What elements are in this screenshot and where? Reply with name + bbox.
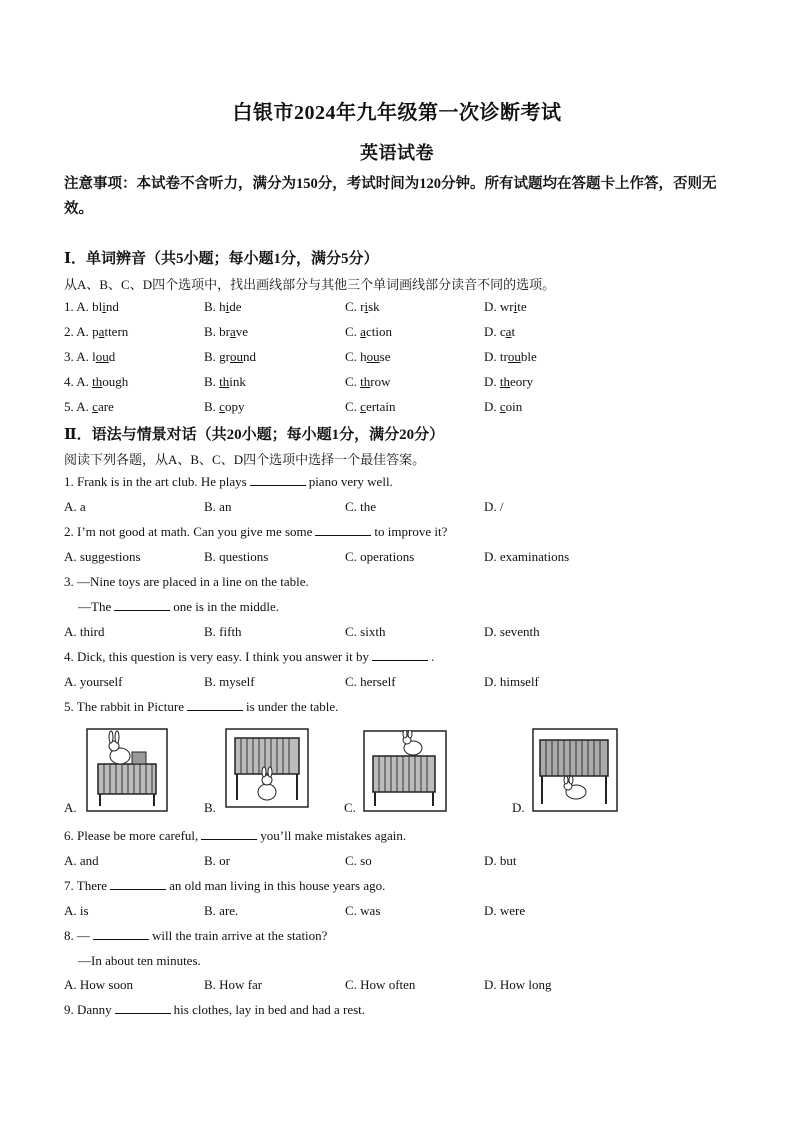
option-c[interactable]: C. so [345, 853, 372, 868]
question-8-line2: —In about ten minutes. [78, 953, 201, 968]
option-prefix: D. tr [484, 349, 508, 364]
option-prefix: D. [484, 374, 500, 389]
option-b[interactable]: B. fifth [204, 624, 242, 639]
option-b[interactable]: B. How far [204, 977, 263, 992]
question-2-stem [64, 524, 447, 540]
option-b[interactable]: B. questions [204, 549, 269, 564]
option-a[interactable] [64, 374, 128, 390]
picture-label-b[interactable]: B. [204, 800, 216, 815]
option-d[interactable] [484, 349, 537, 365]
question-4-stem [64, 649, 434, 665]
option-d[interactable]: D. himself [484, 674, 539, 689]
option-prefix: 4. A. [64, 374, 93, 389]
option-c[interactable]: C. sixth [345, 624, 386, 639]
picture-label-a[interactable]: A. [64, 800, 77, 815]
underlined-letters: ou [366, 349, 380, 364]
option-b[interactable] [204, 374, 246, 390]
option-d[interactable]: D. / [484, 499, 504, 514]
answer-blank [187, 699, 243, 711]
question-3-options [64, 624, 744, 644]
answer-blank [115, 1002, 171, 1014]
q8-text-a: 8. — [64, 928, 90, 943]
option-d[interactable]: D. but [484, 853, 517, 868]
question-7-options [64, 903, 744, 923]
option-prefix: D. c [484, 324, 506, 339]
option-suffix: opy [224, 399, 245, 414]
q1-text-a: 1. Frank is in the art club. He plays [64, 474, 247, 489]
underlined-letters: c [219, 399, 225, 414]
option-a[interactable]: A. and [64, 853, 99, 868]
q5-text-b: is under the table. [245, 699, 339, 714]
option-b[interactable]: B. or [204, 853, 230, 868]
option-suffix: ble [520, 349, 537, 364]
option-d[interactable]: D. How long [484, 977, 552, 992]
answer-blank [114, 599, 170, 611]
option-suffix: ction [365, 324, 392, 339]
picture-label-d[interactable]: D. [512, 800, 525, 815]
option-a[interactable]: A. yourself [64, 674, 123, 689]
option-d[interactable]: D. examinations [484, 549, 570, 564]
option-c[interactable] [345, 399, 396, 415]
q2-text-b: to improve it? [374, 524, 448, 539]
option-suffix: nd [105, 299, 119, 314]
option-suffix: ink [229, 374, 246, 389]
option-b[interactable]: B. are. [204, 903, 239, 918]
option-suffix: are [97, 399, 114, 414]
q9-text-b: his clothes, lay in bed and had a rest. [173, 1002, 366, 1017]
underlined-letters: ou [95, 349, 109, 364]
underlined-letters: th [499, 374, 511, 389]
underlined-letters: th [360, 374, 371, 389]
q2-text-a: 2. I’m not good at math. Can you give me some [64, 524, 313, 539]
answer-blank [250, 474, 306, 486]
option-a[interactable] [64, 299, 119, 315]
option-d[interactable] [484, 299, 527, 315]
option-a[interactable] [64, 324, 128, 340]
option-suffix: oin [505, 399, 523, 414]
underlined-letters: a [505, 324, 512, 339]
underlined-letters: i [102, 299, 106, 314]
section2-title: Ⅱ．语法与情景对话（共20小题；每小题1分，满分20分） [64, 427, 445, 443]
option-a[interactable]: A. How soon [64, 977, 133, 992]
section1-instruction: 从A、B、C、D四个选项中，找出画线部分与其他三个单词画线部分读音不同的选项。 [64, 277, 556, 292]
underlined-letters: i [225, 299, 230, 314]
option-c[interactable]: C. operations [345, 549, 415, 564]
underlined-letters: i [364, 299, 369, 314]
option-prefix: C. [345, 399, 361, 414]
option-suffix: ttern [104, 324, 129, 339]
option-prefix: 1. A. bl [64, 299, 103, 314]
option-a[interactable]: A. suggestions [64, 549, 141, 564]
option-prefix: C. h [345, 349, 367, 364]
q3-text-a: —The [78, 599, 112, 614]
option-prefix: C. [345, 374, 361, 389]
question-6-stem [64, 828, 406, 844]
phonetics-question-3 [64, 349, 744, 369]
underlined-letters: c [92, 399, 98, 414]
question-4-options [64, 674, 744, 694]
option-c[interactable] [345, 299, 380, 315]
option-c[interactable]: C. herself [345, 674, 396, 689]
option-suffix: ve [235, 324, 249, 339]
question-7-stem [64, 878, 385, 894]
picture-c-rabbit-on-top[interactable] [363, 730, 447, 812]
q6-text-b: you’ll make mistakes again. [260, 828, 407, 843]
underlined-letters: c [499, 399, 506, 414]
q7-text-a: 7. There [64, 878, 108, 893]
underlined-letters: ou [230, 349, 243, 364]
picture-b-rabbit-under-cage[interactable] [225, 728, 309, 808]
question-3-line2 [78, 599, 279, 615]
option-suffix: d [108, 349, 116, 364]
option-a[interactable] [64, 349, 115, 365]
phonetics-question-1 [64, 299, 744, 319]
option-d[interactable]: D. seventh [484, 624, 540, 639]
underlined-letters: th [219, 374, 230, 389]
option-d[interactable]: D. were [484, 903, 526, 918]
option-prefix: C. r [345, 299, 365, 314]
q7-text-b: an old man living in this house years ago. [169, 878, 386, 893]
option-prefix: B. br [204, 324, 230, 339]
underlined-letters: a [98, 324, 105, 339]
underlined-letters: i [513, 299, 518, 314]
exam-title: 白银市2024年九年级第一次诊断考试 [232, 102, 562, 124]
option-suffix: t [511, 324, 516, 339]
option-d[interactable] [484, 324, 515, 340]
phonetics-question-2 [64, 324, 744, 344]
q3-text-b: one is in the middle. [173, 599, 280, 614]
q9-text-a: 9. Danny [64, 1002, 112, 1017]
phonetics-question-5 [64, 399, 744, 419]
underlined-letters: a [360, 324, 366, 339]
exam-subtitle: 英语试卷 [360, 143, 434, 163]
option-prefix: B. [204, 374, 220, 389]
option-b[interactable] [204, 299, 242, 315]
option-c[interactable] [345, 324, 392, 340]
option-suffix: nd [243, 349, 256, 364]
question-8-stem [64, 928, 327, 944]
underlined-letters: a [230, 324, 236, 339]
question-1-stem [64, 474, 393, 490]
option-prefix: D. [484, 399, 500, 414]
option-c[interactable]: C. was [345, 903, 381, 918]
question-1-options [64, 499, 744, 519]
answer-blank [315, 524, 371, 536]
option-b[interactable]: B. an [204, 499, 232, 514]
option-c[interactable] [345, 349, 391, 365]
question-9-stem [64, 1002, 365, 1018]
notice-text: 注意事项：本试卷不含听力，满分为150分，考试时间为120分钟。所有试题均在答题卡上作答，否则无效。 [64, 176, 717, 217]
answer-blank [93, 928, 149, 940]
option-prefix: C. [345, 324, 361, 339]
underlined-letters: th [92, 374, 103, 389]
answer-blank [201, 828, 257, 840]
question-6-options [64, 853, 744, 873]
picture-d-rabbit-in-cage[interactable] [532, 728, 618, 812]
underlined-letters: ou [507, 349, 521, 364]
option-suffix: te [517, 299, 527, 314]
option-a[interactable]: A. is [64, 903, 89, 918]
picture-label-c[interactable]: C. [344, 800, 356, 815]
option-suffix: sk [368, 299, 380, 314]
section2-instruction: 阅读下列各题，从A、B、C、D四个选项中选择一个最佳答案。 [64, 452, 426, 467]
q4-text-b: . [430, 649, 435, 664]
option-c[interactable]: C. How often [345, 977, 416, 992]
option-prefix: 2. A. p [64, 324, 99, 339]
option-d[interactable] [484, 374, 533, 390]
section1-title: Ⅰ．单词辨音（共5小题；每小题1分，满分5分） [64, 251, 379, 267]
q1-text-b: piano very well. [308, 474, 393, 489]
option-a[interactable]: A. a [64, 499, 86, 514]
option-c[interactable]: C. the [345, 499, 377, 514]
option-prefix: 5. A. [64, 399, 93, 414]
option-b[interactable] [204, 349, 256, 365]
option-prefix: 3. A. l [64, 349, 96, 364]
option-b[interactable]: B. myself [204, 674, 255, 689]
phonetics-question-4 [64, 374, 744, 394]
option-b[interactable] [204, 324, 248, 340]
option-prefix: B. [204, 399, 220, 414]
q8-text-b: will the train arrive at the station? [152, 928, 328, 943]
underlined-letters: c [360, 399, 366, 414]
option-suffix: se [379, 349, 391, 364]
option-a[interactable] [64, 399, 114, 415]
q6-text-a: 6. Please be more careful, [64, 828, 199, 843]
option-d[interactable] [484, 399, 522, 415]
option-suffix: row [370, 374, 391, 389]
answer-blank [110, 878, 166, 890]
option-suffix: ough [102, 374, 129, 389]
option-prefix: D. wr [484, 299, 514, 314]
option-c[interactable] [345, 374, 391, 390]
question-5-stem [64, 699, 338, 715]
question-8-options [64, 977, 744, 997]
answer-blank [372, 649, 428, 661]
option-suffix: de [229, 299, 242, 314]
picture-a-rabbit-on-cage[interactable] [86, 728, 168, 812]
option-a[interactable]: A. third [64, 624, 105, 639]
q4-text-a: 4. Dick, this question is very easy. I think you answer it by [64, 649, 369, 664]
q5-text-a: 5. The rabbit in Picture [64, 699, 184, 714]
question-3-line1: 3. —Nine toys are placed in a line on the table. [64, 574, 309, 589]
question-2-options [64, 549, 744, 569]
option-b[interactable] [204, 399, 244, 415]
option-prefix: B. h [204, 299, 226, 314]
option-suffix: ertain [365, 399, 396, 414]
option-prefix: B. gr [204, 349, 230, 364]
option-suffix: eory [510, 374, 534, 389]
